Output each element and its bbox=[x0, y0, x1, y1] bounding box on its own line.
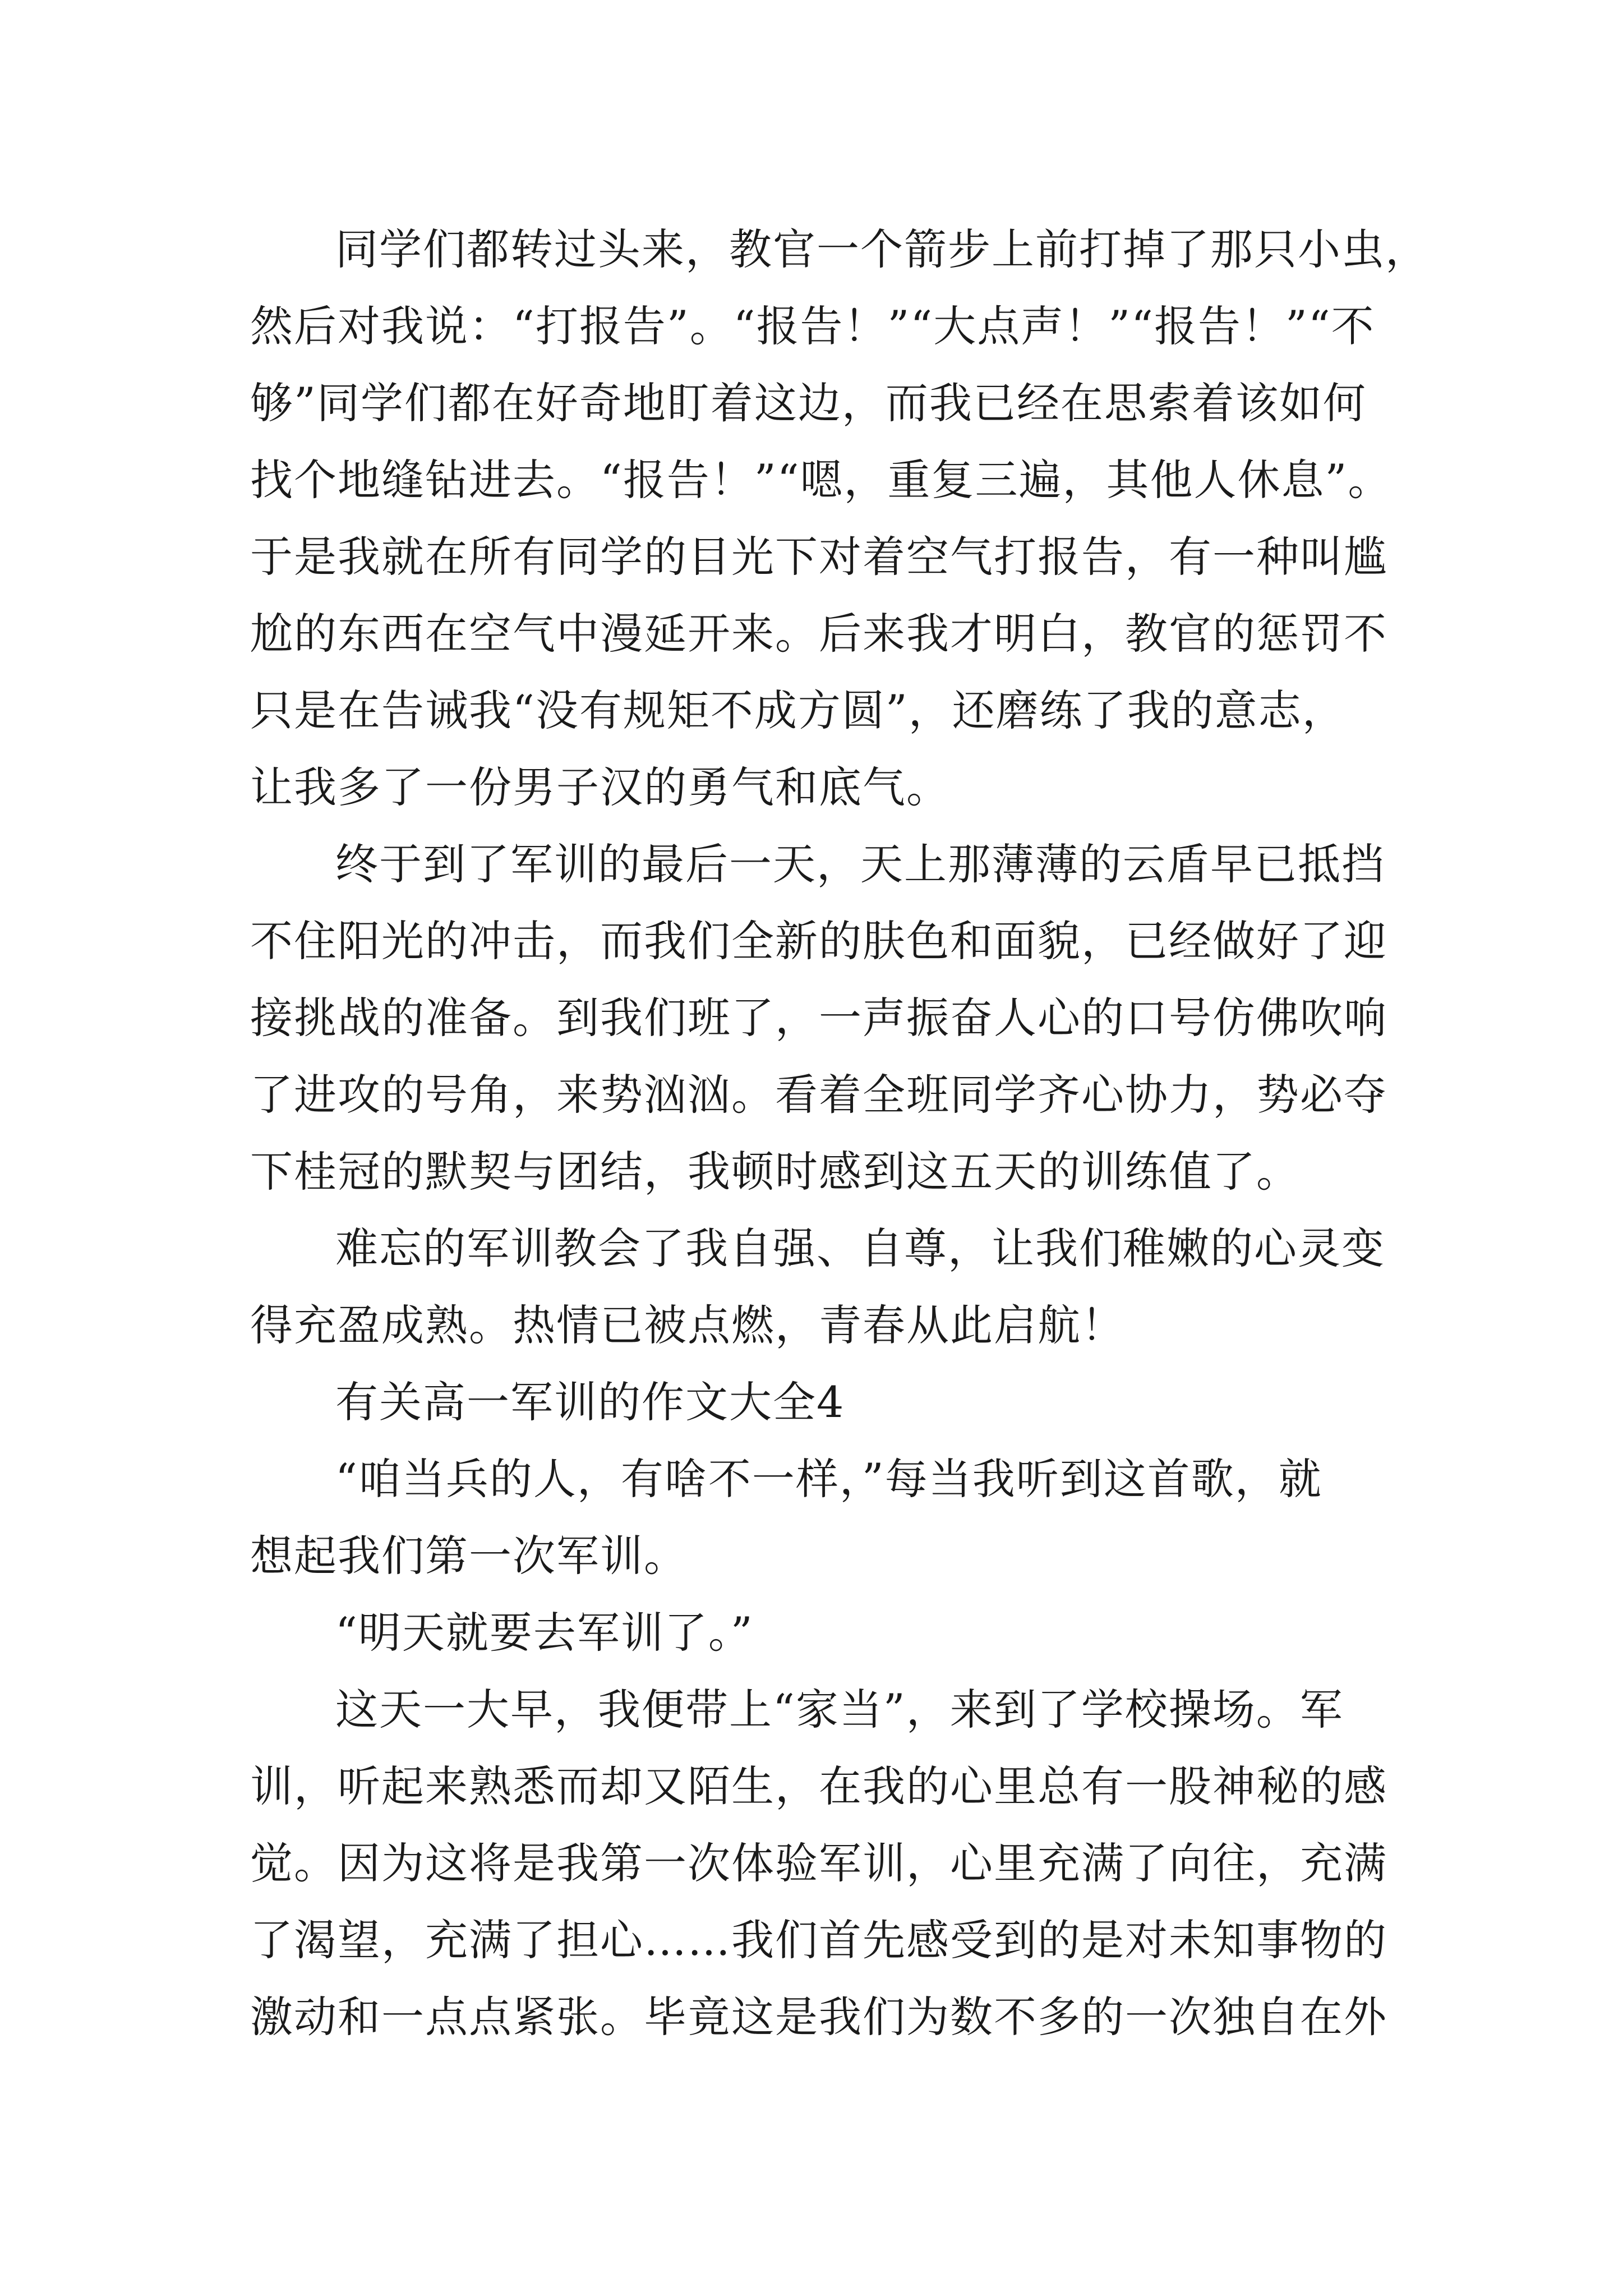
text-line-4: 找个地缝钻进去。“报告！”“嗯，重复三遍，其他人休息”。 bbox=[250, 455, 1392, 505]
text-line-13: 下桂冠的默契与团结，我顿时感到这五天的训练值了。 bbox=[250, 1147, 1300, 1197]
text-line-12: 了进攻的号角，来势汹汹。看着全班同学齐心协力，势必夺 bbox=[250, 1070, 1387, 1120]
text-line-11: 接挑战的准备。到我们班了，一声振奋人心的口号仿佛吹响 bbox=[250, 993, 1387, 1043]
text-line-23: 了渴望，充满了担心……我们首先感受到的是对未知事物的 bbox=[250, 1915, 1387, 1965]
text-line-14: 难忘的军训教会了我自强、自尊，让我们稚嫩的心灵变 bbox=[335, 1223, 1385, 1273]
text-line-19: “明天就要去军训了。” bbox=[335, 1608, 754, 1658]
text-line-10: 不住阳光的冲击，而我们全新的肤色和面貌，已经做好了迎 bbox=[250, 916, 1387, 966]
text-line-17: “咱当兵的人，有啥不一样，”每当我听到这首歌，就 bbox=[335, 1454, 1322, 1504]
text-line-20: 这天一大早，我便带上“家当”，来到了学校操场。军 bbox=[335, 1685, 1344, 1734]
section-heading: 有关高一军训的作文大全4 bbox=[335, 1377, 845, 1427]
text-line-15: 得充盈成熟。热情已被点燃，青春从此启航！ bbox=[250, 1300, 1125, 1350]
text-line-5: 于是我就在所有同学的目光下对着空气打报告，有一种叫尴 bbox=[250, 532, 1387, 582]
text-line-2: 然后对我说：“打报告”。“报告！”“大点声！”“报告！”“不 bbox=[250, 301, 1375, 351]
document-body bbox=[250, 211, 1450, 2055]
text-line-9: 终于到了军训的最后一天，天上那薄薄的云盾早已抵挡 bbox=[335, 839, 1385, 889]
text-line-7: 只是在告诫我“没有规矩不成方圆”，还磨练了我的意志， bbox=[250, 685, 1346, 735]
text-line-1: 同学们都转过头来，教官一个箭步上前打掉了那只小虫， bbox=[335, 224, 1429, 274]
text-line-8: 让我多了一份男子汉的勇气和底气。 bbox=[250, 762, 950, 812]
text-line-3: 够”同学们都在好奇地盯着这边，而我已经在思索着该如何 bbox=[250, 378, 1367, 428]
text-line-24: 激动和一点点紧张。毕竟这是我们为数不多的一次独自在外 bbox=[250, 1992, 1387, 2042]
text-line-6: 尬的东西在空气中漫延开来。后来我才明白，教官的惩罚不 bbox=[250, 609, 1387, 659]
text-line-18: 想起我们第一次军训。 bbox=[250, 1531, 688, 1581]
text-line-21: 训，听起来熟悉而却又陌生，在我的心里总有一股神秘的感 bbox=[250, 1761, 1387, 1811]
text-line-22: 觉。因为这将是我第一次体验军训，心里充满了向往，充满 bbox=[250, 1838, 1387, 1888]
